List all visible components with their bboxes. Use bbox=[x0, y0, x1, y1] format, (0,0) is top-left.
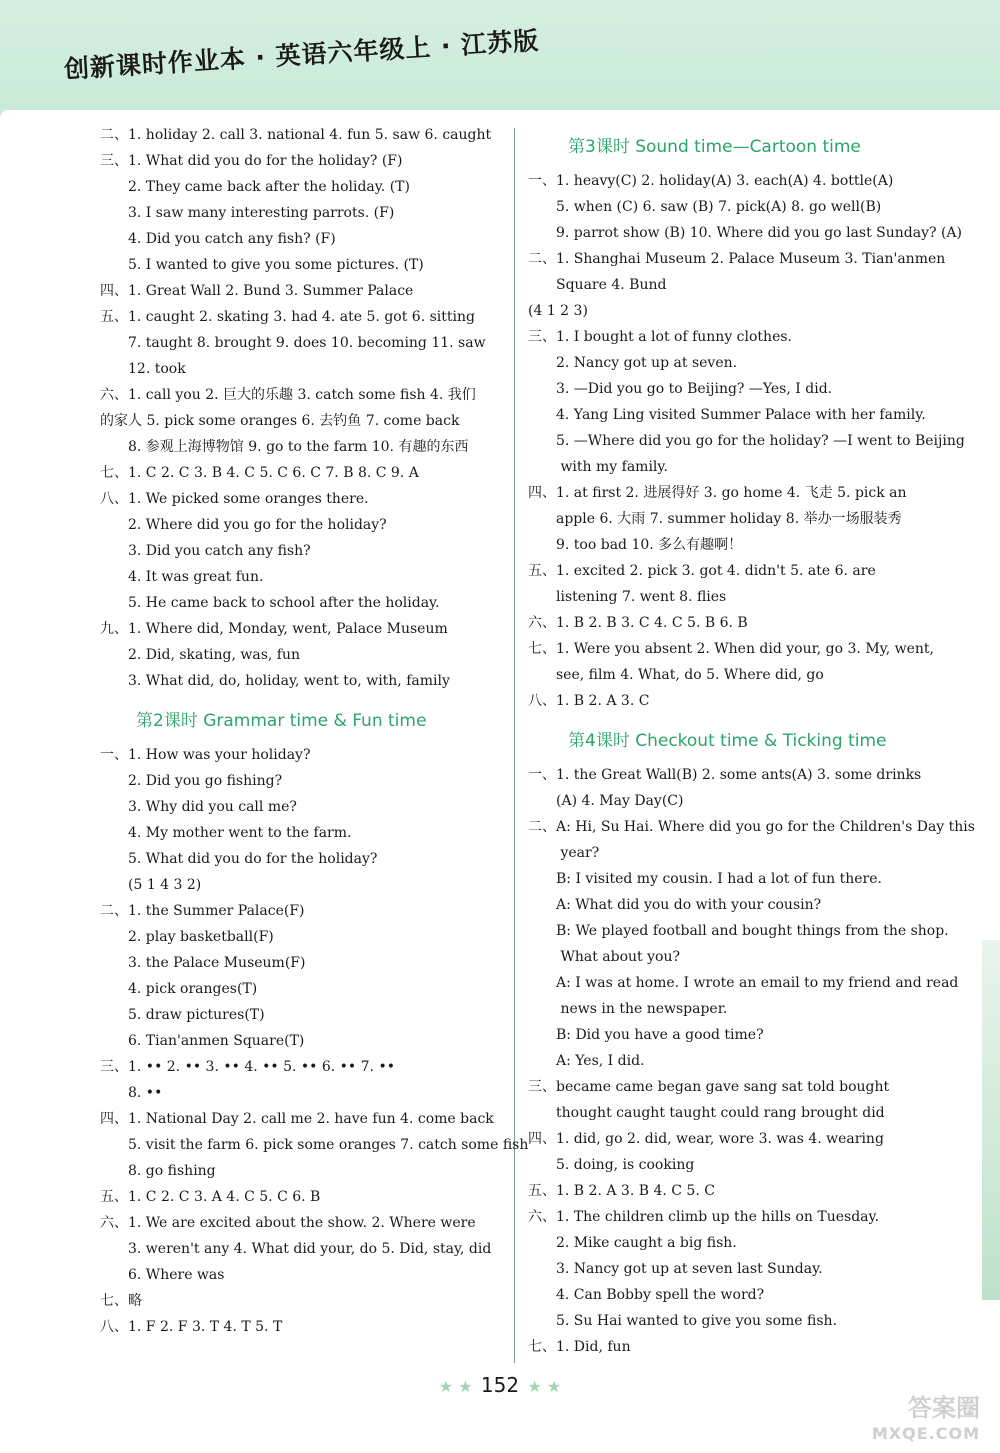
answer-line bbox=[528, 662, 928, 688]
answer-line bbox=[528, 1178, 928, 1204]
answer-line bbox=[528, 480, 928, 506]
answer-text: 3. the Palace Museum(F) bbox=[128, 955, 306, 971]
section-number: 七、 bbox=[528, 1339, 556, 1355]
section-number: 五、 bbox=[528, 563, 556, 579]
answer-line bbox=[528, 944, 928, 970]
answer-text: 4. My mother went to the farm. bbox=[128, 825, 352, 841]
answer-text: 3. —Did you go to Beijing? —Yes, I did. bbox=[556, 381, 833, 397]
right-column bbox=[528, 122, 975, 1360]
answer-line bbox=[528, 298, 928, 324]
answer-line bbox=[100, 668, 505, 694]
answer-text: 5. I wanted to give you some pictures. (T) bbox=[128, 257, 424, 273]
section-number: 三、 bbox=[100, 1059, 128, 1075]
answer-line bbox=[100, 1002, 505, 1028]
answer-text: A: What did you do with your cousin? bbox=[556, 897, 822, 913]
answer-line bbox=[528, 762, 928, 788]
answer-text: year? bbox=[556, 845, 600, 861]
lesson4-heading: 第4课时 Checkout time & Ticking time bbox=[568, 731, 887, 751]
answer-text: 1. •• 2. •• 3. •• 4. •• 5. •• 6. •• 7. •• bbox=[128, 1059, 395, 1075]
answer-line bbox=[528, 1230, 928, 1256]
lesson2-heading: 第2课时 Grammar time & Fun time bbox=[136, 711, 427, 731]
page-edge-strip bbox=[982, 940, 1000, 1300]
answer-line bbox=[528, 194, 928, 220]
section-number: 二、 bbox=[528, 819, 556, 835]
answer-text: B: We played football and bought things from the shop. bbox=[556, 923, 949, 939]
answer-text: 2. Did, skating, was, fun bbox=[128, 647, 300, 663]
answer-line bbox=[100, 122, 505, 148]
answer-text: 1. Did, fun bbox=[556, 1339, 631, 1355]
answer-line bbox=[100, 330, 505, 356]
section-number: 七、 bbox=[528, 641, 556, 657]
answer-text: 1. C 2. C 3. B 4. C 5. C 6. C 7. B 8. C 9. A bbox=[128, 465, 419, 481]
answer-text: 1. Were you absent 2. When did your, go 3. My, went, bbox=[556, 641, 934, 657]
answer-line bbox=[100, 382, 505, 408]
answer-line bbox=[528, 506, 928, 532]
section-number: 三、 bbox=[100, 153, 128, 169]
answer-line bbox=[528, 918, 949, 944]
answer-text: 4. Can Bobby spell the word? bbox=[556, 1287, 765, 1303]
watermark-logo bbox=[850, 1395, 980, 1445]
section-number: 五、 bbox=[100, 309, 128, 325]
answer-line bbox=[100, 616, 505, 642]
answer-text: 2. Mike caught a big fish. bbox=[556, 1235, 737, 1251]
answer-text: 3. weren't any 4. What did your, do 5. Did, stay, did bbox=[128, 1241, 492, 1257]
answer-text: Square 4. Bund bbox=[556, 277, 667, 293]
answer-line bbox=[100, 1028, 505, 1054]
answer-text: 9. parrot show (B) 10. Where did you go last Sunday? (A) bbox=[556, 225, 962, 241]
answer-line bbox=[100, 148, 505, 174]
answer-line bbox=[528, 246, 946, 272]
answer-line bbox=[528, 558, 928, 584]
lesson4-answers bbox=[528, 762, 975, 1360]
section-number: 六、 bbox=[528, 1209, 556, 1225]
section-number: 六、 bbox=[100, 387, 128, 403]
section-number: 九、 bbox=[100, 621, 128, 637]
answer-text: 1. Great Wall 2. Bund 3. Summer Palace bbox=[128, 283, 414, 299]
answer-line bbox=[100, 278, 505, 304]
answer-line bbox=[528, 1256, 928, 1282]
answer-text: with my family. bbox=[556, 459, 668, 475]
lesson1-answers bbox=[100, 122, 505, 694]
answer-text: 的家人 5. pick some oranges 6. 去钓鱼 7. come back bbox=[100, 413, 460, 429]
answer-text: 4. It was great fun. bbox=[128, 569, 264, 585]
answer-text: 5. draw pictures(T) bbox=[128, 1007, 265, 1023]
section-number: 二、 bbox=[100, 127, 128, 143]
answer-line bbox=[100, 252, 505, 278]
section-number: 三、 bbox=[528, 1079, 556, 1095]
answer-line bbox=[528, 168, 928, 194]
answer-line bbox=[100, 976, 505, 1002]
answer-text: 5. What did you do for the holiday? bbox=[128, 851, 378, 867]
answer-text: B: I visited my cousin. I had a lot of fun there. bbox=[556, 871, 882, 887]
section-number: 四、 bbox=[100, 1111, 128, 1127]
page-footer bbox=[0, 1373, 1000, 1397]
answer-text: 1. C 2. C 3. A 4. C 5. C 6. B bbox=[128, 1189, 321, 1205]
answer-line bbox=[528, 324, 928, 350]
answer-text: 1. Where did, Monday, went, Palace Museum bbox=[128, 621, 448, 637]
answer-text: 3. I saw many interesting parrots. (F) bbox=[128, 205, 395, 221]
answer-text: A: Yes, I did. bbox=[556, 1053, 645, 1069]
answer-line bbox=[528, 996, 928, 1022]
answer-line bbox=[528, 1100, 928, 1126]
answer-text: 1. B 2. A 3. C bbox=[556, 693, 650, 709]
answer-text: 5. He came back to school after the holiday. bbox=[128, 595, 440, 611]
answer-line bbox=[100, 512, 505, 538]
answer-text: 1. holiday 2. call 3. national 4. fun 5. saw 6. caught bbox=[128, 127, 492, 143]
answer-text: 3. Did you catch any fish? bbox=[128, 543, 311, 559]
section-number: 二、 bbox=[528, 251, 556, 267]
answer-text: 1. B 2. A 3. B 4. C 5. C bbox=[556, 1183, 715, 1199]
answer-line bbox=[100, 1054, 505, 1080]
answer-text: 5. Su Hai wanted to give you some fish. bbox=[556, 1313, 838, 1329]
answer-line bbox=[100, 742, 505, 768]
answer-text: listening 7. went 8. flies bbox=[556, 589, 727, 605]
answer-line bbox=[528, 1048, 928, 1074]
answer-line bbox=[528, 866, 928, 892]
section-number: 三、 bbox=[528, 329, 556, 345]
answer-text: 1. I bought a lot of funny clothes. bbox=[556, 329, 792, 345]
answer-line bbox=[100, 950, 505, 976]
answer-line bbox=[100, 538, 505, 564]
answer-text: 4. Did you catch any fish? (F) bbox=[128, 231, 336, 247]
answer-text: A: I was at home. I wrote an email to my friend and read bbox=[556, 975, 959, 991]
answer-line bbox=[528, 788, 928, 814]
answer-line bbox=[528, 272, 928, 298]
answer-line bbox=[528, 970, 959, 996]
lesson3-answers bbox=[528, 168, 965, 714]
answer-line bbox=[100, 174, 505, 200]
answer-line bbox=[100, 226, 505, 252]
answer-text: 8. go fishing bbox=[128, 1163, 216, 1179]
answer-text: 1. National Day 2. call me 2. have fun 4. come back bbox=[128, 1111, 494, 1127]
answer-text: 9. too bad 10. 多么有趣啊！ bbox=[556, 537, 743, 553]
answer-line bbox=[100, 564, 505, 590]
lesson2-answers bbox=[100, 742, 529, 1340]
answer-line bbox=[100, 1106, 505, 1132]
answer-line bbox=[528, 1308, 928, 1334]
answer-text: 8. 参观上海博物馆 9. go to the farm 10. 有趣的东西 bbox=[128, 439, 469, 455]
section-number: 六、 bbox=[100, 1215, 128, 1231]
answer-line bbox=[100, 898, 505, 924]
answer-line bbox=[528, 1126, 928, 1152]
answer-text: 1. at first 2. 进展得好 3. go home 4. 飞走 5. pick an bbox=[556, 485, 907, 501]
star-decoration-left: ★ ★ bbox=[438, 1377, 473, 1396]
answer-text: A: Hi, Su Hai. Where did you go for the Children's Day this bbox=[556, 819, 975, 835]
answer-text: What about you? bbox=[556, 949, 680, 965]
page-number: 152 bbox=[480, 1373, 520, 1397]
answer-line bbox=[100, 1210, 505, 1236]
section-number: 一、 bbox=[100, 747, 128, 763]
section-number: 一、 bbox=[528, 767, 556, 783]
answer-text: 6. Tian'anmen Square(T) bbox=[128, 1033, 305, 1049]
answer-text: B: Did you have a good time? bbox=[556, 1027, 764, 1043]
answer-line bbox=[100, 1262, 505, 1288]
answer-line bbox=[100, 434, 505, 460]
answer-text: 5. when (C) 6. saw (B) 7. pick(A) 8. go well(B) bbox=[556, 199, 882, 215]
section-number: 六、 bbox=[528, 615, 556, 631]
answer-line bbox=[100, 486, 505, 512]
answer-text: 1. the Summer Palace(F) bbox=[128, 903, 305, 919]
answer-text: thought caught taught could rang brought did bbox=[556, 1105, 885, 1121]
section-number: 五、 bbox=[528, 1183, 556, 1199]
left-column bbox=[100, 122, 529, 1340]
answer-line bbox=[528, 532, 928, 558]
answer-text: news in the newspaper. bbox=[556, 1001, 728, 1017]
answer-line bbox=[100, 304, 505, 330]
column-divider bbox=[514, 128, 515, 1363]
section-number: 一、 bbox=[528, 173, 556, 189]
answer-line bbox=[100, 460, 505, 486]
answer-line bbox=[100, 1288, 505, 1314]
answer-text: 1. excited 2. pick 3. got 4. didn't 5. ate 6. are bbox=[556, 563, 876, 579]
answer-text: 1. We are excited about the show. 2. Where were bbox=[128, 1215, 476, 1231]
answer-line bbox=[100, 1236, 505, 1262]
section-number: 五、 bbox=[100, 1189, 128, 1205]
section-number: 七、 bbox=[100, 1293, 128, 1309]
answer-line bbox=[100, 820, 505, 846]
section-number: 八、 bbox=[100, 1319, 128, 1335]
answer-line bbox=[528, 1074, 928, 1100]
section-number: 四、 bbox=[528, 485, 556, 501]
answer-line bbox=[528, 688, 928, 714]
answer-text: 1. What did you do for the holiday? (F) bbox=[128, 153, 403, 169]
answer-line bbox=[528, 350, 928, 376]
star-decoration-right: ★ ★ bbox=[527, 1377, 562, 1396]
answer-text: 2. play basketball(F) bbox=[128, 929, 274, 945]
answer-line bbox=[528, 610, 928, 636]
answer-line bbox=[100, 356, 505, 382]
answer-line bbox=[528, 1282, 928, 1308]
section-number: 七、 bbox=[100, 465, 128, 481]
answer-line bbox=[528, 1022, 928, 1048]
answer-line bbox=[100, 768, 505, 794]
answer-line bbox=[528, 814, 975, 840]
answer-line bbox=[100, 794, 505, 820]
answer-text: 1. Shanghai Museum 2. Palace Museum 3. Tian'anmen bbox=[556, 251, 946, 267]
answer-text: 2. Nancy got up at seven. bbox=[556, 355, 738, 371]
answer-line bbox=[100, 1132, 529, 1158]
answer-line bbox=[528, 376, 928, 402]
answer-line bbox=[100, 642, 505, 668]
answer-text: became came began gave sang sat told bought bbox=[556, 1079, 890, 1095]
answer-line bbox=[528, 1204, 928, 1230]
answer-line bbox=[528, 840, 928, 866]
answer-text: 3. What did, do, holiday, went to, with, family bbox=[128, 673, 450, 689]
answer-text: 3. Nancy got up at seven last Sunday. bbox=[556, 1261, 823, 1277]
answer-line bbox=[528, 892, 928, 918]
answer-line bbox=[100, 1314, 505, 1340]
answer-text: 1. We picked some oranges there. bbox=[128, 491, 369, 507]
answer-text: 1. the Great Wall(B) 2. some ants(A) 3. some drinks bbox=[556, 767, 922, 783]
book-title: 创新课时作业本 · 英语六年级上 · 江苏版 bbox=[63, 25, 540, 84]
section-number: 二、 bbox=[100, 903, 128, 919]
answer-line bbox=[528, 220, 962, 246]
answer-text: 4. pick oranges(T) bbox=[128, 981, 258, 997]
answer-line bbox=[528, 1152, 928, 1178]
answer-text: 5. —Where did you go for the holiday? —I went to Beijing bbox=[556, 433, 965, 449]
answer-line bbox=[100, 872, 505, 898]
answer-text: (5 1 4 3 2) bbox=[128, 877, 202, 893]
answer-text: 12. took bbox=[128, 361, 186, 377]
answer-text: 略 bbox=[128, 1293, 142, 1309]
answer-line bbox=[528, 402, 928, 428]
answer-text: 2. They came back after the holiday. (T) bbox=[128, 179, 410, 195]
answer-line bbox=[100, 1184, 505, 1210]
answer-line bbox=[100, 590, 505, 616]
answer-text: (4 1 2 3) bbox=[528, 303, 588, 319]
answer-text: 8. •• bbox=[128, 1085, 163, 1101]
answer-line bbox=[100, 1158, 505, 1184]
answer-text: 5. visit the farm 6. pick some oranges 7. catch some fish bbox=[128, 1137, 529, 1153]
answer-text: see, film 4. What, do 5. Where did, go bbox=[556, 667, 824, 683]
answer-text: 1. The children climb up the hills on Tuesday. bbox=[556, 1209, 880, 1225]
lesson3-heading: 第3课时 Sound time—Cartoon time bbox=[568, 137, 861, 157]
answer-text: 5. doing, is cooking bbox=[556, 1157, 695, 1173]
answer-line bbox=[528, 584, 928, 610]
answer-line bbox=[528, 454, 928, 480]
answer-text: 1. caught 2. skating 3. had 4. ate 5. got 6. sitting bbox=[128, 309, 475, 325]
answer-line bbox=[528, 428, 965, 454]
answer-text: 3. Why did you call me? bbox=[128, 799, 297, 815]
section-number: 八、 bbox=[100, 491, 128, 507]
section-number: 八、 bbox=[528, 693, 556, 709]
section-number: 四、 bbox=[528, 1131, 556, 1147]
answer-text: 1. How was your holiday? bbox=[128, 747, 311, 763]
answer-line bbox=[100, 408, 505, 434]
answer-line bbox=[528, 1334, 928, 1360]
answer-text: apple 6. 大雨 7. summer holiday 8. 举办一场服装秀 bbox=[556, 511, 902, 527]
answer-text: 1. B 2. B 3. C 4. C 5. B 6. B bbox=[556, 615, 748, 631]
answer-text: (A) 4. May Day(C) bbox=[556, 793, 684, 809]
answer-text: 7. taught 8. brought 9. does 10. becoming 11. saw bbox=[128, 335, 486, 351]
answer-text: 2. Where did you go for the holiday? bbox=[128, 517, 387, 533]
answer-text: 4. Yang Ling visited Summer Palace with her family. bbox=[556, 407, 926, 423]
answer-text: 1. F 2. F 3. T 4. T 5. T bbox=[128, 1319, 283, 1335]
answer-line bbox=[100, 200, 505, 226]
answer-line bbox=[100, 846, 505, 872]
answer-text: 1. call you 2. 巨大的乐趣 3. catch some fish 4. 我们 bbox=[128, 387, 476, 403]
answer-line bbox=[100, 924, 505, 950]
answer-text: 1. heavy(C) 2. holiday(A) 3. each(A) 4. bottle(A) bbox=[556, 173, 894, 189]
answer-text: 1. did, go 2. did, wear, wore 3. was 4. wearing bbox=[556, 1131, 884, 1147]
answer-line bbox=[100, 1080, 505, 1106]
section-number: 四、 bbox=[100, 283, 128, 299]
answer-text: 6. Where was bbox=[128, 1267, 225, 1283]
answer-text: 2. Did you go fishing? bbox=[128, 773, 283, 789]
watermark-text: 答案圈 bbox=[908, 1394, 980, 1422]
answer-line bbox=[528, 636, 934, 662]
watermark-sub: MXQE.COM bbox=[871, 1424, 980, 1443]
